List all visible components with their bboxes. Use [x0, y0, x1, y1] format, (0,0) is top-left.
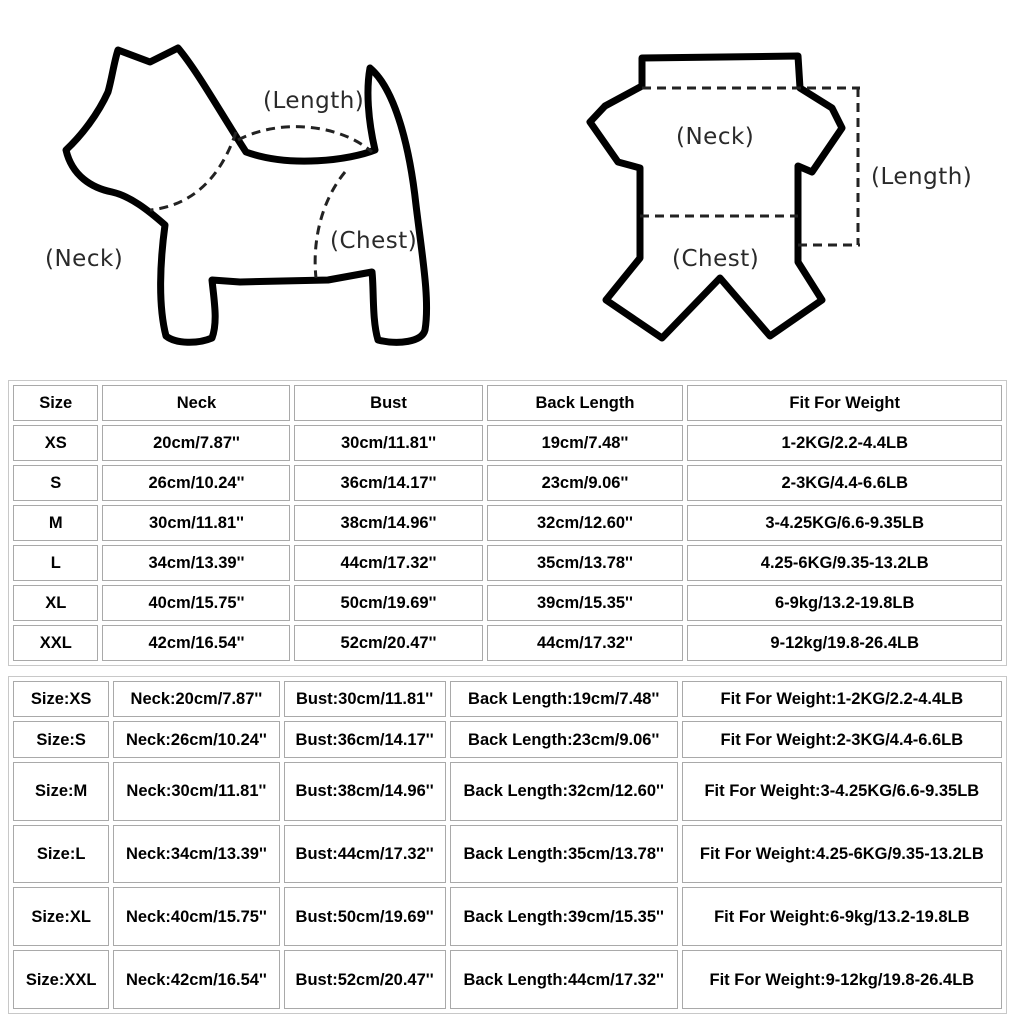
cell-fit-for-weight: 1-2KG/2.2-4.4LB [687, 425, 1002, 461]
cell-bust: Bust:52cm/20.47'' [284, 950, 446, 1009]
table-row [13, 505, 1002, 541]
dog-neck-label: (Neck) [45, 246, 124, 272]
table-header-row [13, 385, 1002, 421]
header-neck: Neck [102, 385, 290, 421]
table-row [13, 681, 1002, 717]
cell-fit-for-weight: Fit For Weight:4.25-6KG/9.35-13.2LB [682, 825, 1002, 884]
header-size: Size [13, 385, 98, 421]
cell-back-length: 32cm/12.60'' [487, 505, 684, 541]
cell-back-length: 19cm/7.48'' [487, 425, 684, 461]
cell-bust: Bust:50cm/19.69'' [284, 887, 446, 946]
cell-size: Size:XS [13, 681, 109, 717]
table-row [13, 545, 1002, 581]
garment-chest-label: (Chest) [672, 246, 760, 272]
cell-neck: Neck:26cm/10.24'' [113, 721, 279, 757]
cell-size: XXL [13, 625, 98, 661]
table-row [13, 950, 1002, 1009]
dog-silhouette [66, 48, 427, 342]
cell-size: XS [13, 425, 98, 461]
header-back-length: Back Length [487, 385, 684, 421]
cell-fit-for-weight: Fit For Weight:9-12kg/19.8-26.4LB [682, 950, 1002, 1009]
measurement-diagram [0, 0, 1024, 370]
dog-length-label: (Length) [263, 88, 365, 114]
table-row [13, 825, 1002, 884]
cell-neck: Neck:34cm/13.39'' [113, 825, 279, 884]
table-row [13, 585, 1002, 621]
dog-neck-line [150, 132, 236, 210]
dog-chest-label: (Chest) [330, 228, 418, 254]
header-bust: Bust [294, 385, 482, 421]
cell-size: L [13, 545, 98, 581]
cell-fit-for-weight: 3-4.25KG/6.6-9.35LB [687, 505, 1002, 541]
cell-size: XL [13, 585, 98, 621]
cell-size: Size:M [13, 762, 109, 821]
cell-fit-for-weight: Fit For Weight:1-2KG/2.2-4.4LB [682, 681, 1002, 717]
cell-neck: Neck:20cm/7.87'' [113, 681, 279, 717]
table-row [13, 425, 1002, 461]
cell-bust: Bust:30cm/11.81'' [284, 681, 446, 717]
garment-neck-label: (Neck) [676, 124, 755, 150]
cell-back-length: 39cm/15.35'' [487, 585, 684, 621]
cell-fit-for-weight: 2-3KG/4.4-6.6LB [687, 465, 1002, 501]
table-row [13, 762, 1002, 821]
cell-back-length: Back Length:44cm/17.32'' [450, 950, 678, 1009]
cell-neck: 20cm/7.87'' [102, 425, 290, 461]
table-row [13, 465, 1002, 501]
cell-back-length: 35cm/13.78'' [487, 545, 684, 581]
cell-neck: Neck:42cm/16.54'' [113, 950, 279, 1009]
size-detail-table [8, 676, 1007, 1014]
cell-back-length: Back Length:32cm/12.60'' [450, 762, 678, 821]
table-row [13, 887, 1002, 946]
cell-size: Size:XXL [13, 950, 109, 1009]
cell-bust: 38cm/14.96'' [294, 505, 482, 541]
cell-neck: 42cm/16.54'' [102, 625, 290, 661]
cell-size: Size:S [13, 721, 109, 757]
cell-fit-for-weight: Fit For Weight:3-4.25KG/6.6-9.35LB [682, 762, 1002, 821]
cell-size: Size:L [13, 825, 109, 884]
cell-bust: 30cm/11.81'' [294, 425, 482, 461]
cell-bust: 50cm/19.69'' [294, 585, 482, 621]
cell-back-length: Back Length:23cm/9.06'' [450, 721, 678, 757]
cell-fit-for-weight: Fit For Weight:2-3KG/4.4-6.6LB [682, 721, 1002, 757]
size-table [8, 380, 1007, 666]
cell-back-length: 23cm/9.06'' [487, 465, 684, 501]
cell-bust: Bust:36cm/14.17'' [284, 721, 446, 757]
cell-neck: Neck:30cm/11.81'' [113, 762, 279, 821]
dog-length-line [238, 127, 372, 152]
cell-back-length: Back Length:19cm/7.48'' [450, 681, 678, 717]
garment-silhouette [590, 56, 842, 338]
cell-fit-for-weight: 6-9kg/13.2-19.8LB [687, 585, 1002, 621]
table-row [13, 625, 1002, 661]
cell-bust: 44cm/17.32'' [294, 545, 482, 581]
cell-neck: Neck:40cm/15.75'' [113, 887, 279, 946]
cell-fit-for-weight: 4.25-6KG/9.35-13.2LB [687, 545, 1002, 581]
cell-size: Size:XL [13, 887, 109, 946]
cell-neck: 26cm/10.24'' [102, 465, 290, 501]
cell-neck: 30cm/11.81'' [102, 505, 290, 541]
cell-size: M [13, 505, 98, 541]
cell-bust: Bust:38cm/14.96'' [284, 762, 446, 821]
cell-back-length: Back Length:39cm/15.35'' [450, 887, 678, 946]
cell-bust: Bust:44cm/17.32'' [284, 825, 446, 884]
cell-fit-for-weight: Fit For Weight:6-9kg/13.2-19.8LB [682, 887, 1002, 946]
garment-length-label: (Length) [871, 164, 973, 190]
cell-fit-for-weight: 9-12kg/19.8-26.4LB [687, 625, 1002, 661]
cell-back-length: Back Length:35cm/13.78'' [450, 825, 678, 884]
table-row [13, 721, 1002, 757]
header-fit-for-weight: Fit For Weight [687, 385, 1002, 421]
cell-size: S [13, 465, 98, 501]
cell-neck: 40cm/15.75'' [102, 585, 290, 621]
cell-back-length: 44cm/17.32'' [487, 625, 684, 661]
cell-bust: 36cm/14.17'' [294, 465, 482, 501]
cell-neck: 34cm/13.39'' [102, 545, 290, 581]
cell-bust: 52cm/20.47'' [294, 625, 482, 661]
dog-chest-line [315, 172, 345, 278]
